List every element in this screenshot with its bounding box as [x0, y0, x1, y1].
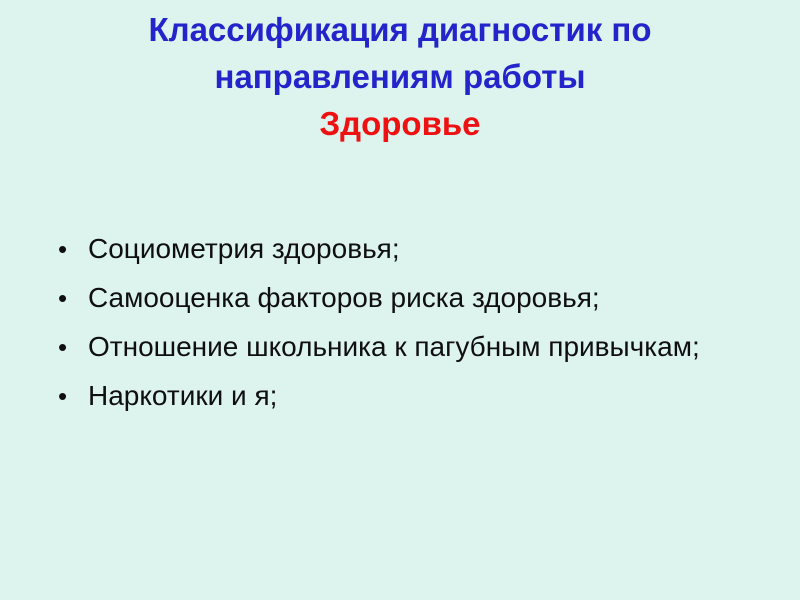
bullet-marker-icon: •: [58, 381, 68, 411]
slide-title: [0, 0, 800, 147]
list-item: [0, 374, 800, 418]
list-item-text: Самооценка факторов риска здоровья;: [88, 282, 600, 313]
bullet-list: [0, 227, 800, 418]
bullet-marker-icon: •: [58, 283, 68, 313]
slide-subtitle: Здоровье: [319, 105, 481, 142]
bullet-marker-icon: •: [58, 332, 68, 362]
slide-title-line-1: Классификация диагностик по: [148, 11, 652, 48]
bullet-marker-icon: •: [58, 234, 68, 264]
list-item-text: Социометрия здоровья;: [88, 233, 400, 264]
list-item: [0, 325, 800, 369]
slide-title-line-2: направлениям работы: [214, 58, 586, 95]
list-item-text: Наркотики и я;: [88, 380, 278, 411]
list-item: [0, 227, 800, 271]
list-item-text: Отношение школьника к пагубным привычкам;: [88, 331, 700, 362]
list-item: [0, 276, 800, 320]
